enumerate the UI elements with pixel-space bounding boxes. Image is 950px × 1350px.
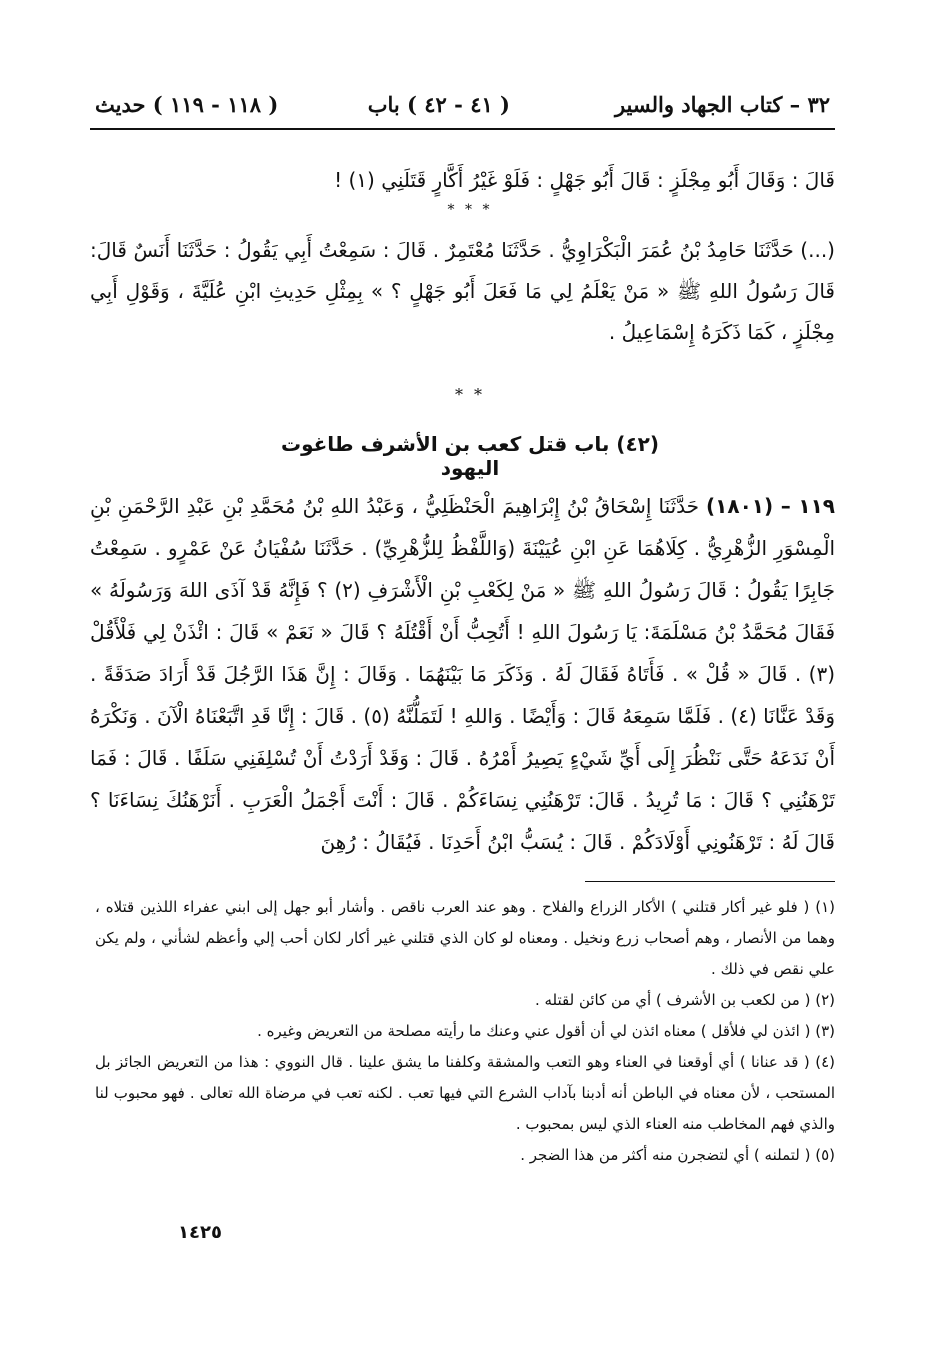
footnote-4: (٤) ( قد عنانا ) أي أوقعنا في العناء وهو التعب والمشقة وكلفنا ما يشق علينا . قال النووي : هذا من التعريض الجائز بل المستحب ، لأن معناه في الباطن أنه أدبنا بآداب الشرع التي فيها تعب . لكنه تعب في مرضاة الله تعالى . فهو محبوب لنا والذي فهم المخاطب منه العناء الذي ليس بمحبوب .	[95, 1053, 835, 1133]
paragraph-1-text: قَالَ : وَقَالَ أَبُو مِجْلَزٍ : قَالَ أَبُو جَهْلٍ : فَلَوْ غَيْرُ أَكَّارٍ قَتَلَنِي (١) !	[334, 168, 835, 192]
hadith-number: ١١٩ – (١٨٠١)	[706, 494, 835, 518]
hadith-body: حَدَّثَنَا إِسْحَاقُ بْنُ إِبْرَاهِيمَ الْحَنْظَلِيُّ ، وَعَبْدُ اللهِ بْنُ مُحَمَّدِ بْنِ عَبْدِ الرَّحْمَنِ بْنِ الْمِسْوَرِ الزُّهْرِيُّ . كِلَاهُمَا عَنِ ابْنِ عُيَيْنَةَ (وَاللَّفْظُ لِلزُّهْرِيِّ) . حَدَّثَنَا سُفْيَانُ عَنْ عَمْرٍو . سَمِعْتُ جَابِرًا يَقُولُ : قَالَ رَسُولُ اللهِ ﷺ « مَنْ لِكَعْبِ بْنِ الْأَشْرَفِ (٢) ؟ فَإِنَّهُ قَدْ آذَى اللهَ وَرَسُولَهُ » فَقَالَ مُحَمَّدُ بْنُ مَسْلَمَةَ: يَا رَسُولَ اللهِ ! أَتُحِبُّ أَنْ أَقْتُلَهُ ؟ قَالَ « نَعَمْ » قَالَ : ائْذَنْ لِي فَلْأَقُلْ (٣) . قَالَ « قُلْ » . فَأَتَاهُ فَقَالَ لَهُ . وَذَكَرَ مَا بَيْنَهُمَا . وَقَالَ : إِنَّ هَذَا الرَّجُلَ قَدْ أَرَادَ صَدَقَةً . وَقَدْ عَنَّانَا (٤) . فَلَمَّا سَمِعَهُ قَالَ : وَأَيْضًا . وَاللهِ ! لَتَمَلُّنَّهُ (٥) . قَالَ : إِنَّا قَدِ اتَّبَعْنَاهُ الْآنَ . وَنَكْرَهُ أَنْ نَدَعَهُ حَتَّى نَنْظُرَ إِلَى أَيِّ شَيْءٍ يَصِيرُ أَمْرُهُ . قَالَ : وَقَدْ أَرَدْتُ أَنْ تُسْلِفَنِي سَلَفًا . قَالَ : فَمَا تَرْهَنُنِي ؟ قَالَ : مَا تُرِيدُ . قَالَ: تَرْهَنُنِي نِسَاءَكُمْ . قَالَ : أَنْتَ أَجْمَلُ الْعَرَبِ . أَنَرْهَنُكَ نِسَاءَنَا ؟ قَالَ لَهُ : تَرْهَنُونِي أَوْلَادَكُمْ . قَالَ : يُسَبُّ ابْنُ أَحَدِنَا . فَيُقَالُ : رُهِنَ	[90, 494, 835, 854]
section-separator-stars: * * *	[447, 202, 493, 218]
footnote-3: (٣) ( ائذن لي فلأقل ) معناه ائذن لي أن أقول عني وعنك ما رأيته مصلحة من التعريض وغيره .	[257, 1022, 835, 1040]
chapter-range-header: ( ٤١ - ٤٢ ) باب	[367, 92, 510, 117]
footnote-1: (١) ( فلو غير أكار قتلني ) الأكار الزراع والفلاح . وهو عند العرب ناقص . وأشار أبو جهل إلى ابني عفراء اللذين قتلاه ، وهما من الأنصار ، وهم أصحاب زرع ونخيل . ومعناه لو كان الذي قتلني غير أكار لكان أحب إلي وأعظم لشأني ، ولم يكن علي نقص في ذلك .	[95, 898, 835, 978]
footnote-divider	[585, 881, 835, 882]
book-title-header: ٣٢ – كتاب الجهاد والسير	[614, 92, 830, 117]
header-divider	[90, 128, 835, 130]
footnote-2: (٢) ( من لكعب بن الأشرف ) أي من كائن لقتله .	[534, 991, 835, 1009]
page-number: ١٤٢٥	[178, 1222, 222, 1243]
footnotes	[95, 892, 835, 1171]
paragraph-2	[90, 230, 835, 353]
hadith-range-header: ( ١١٨ - ١١٩ ) حديث	[95, 92, 279, 117]
paragraph-1	[90, 160, 835, 201]
paragraph-3-text	[90, 485, 835, 863]
footnote-5: (٥) ( لتملنه ) أي لتضجرن منه أكثر من هذا الضجر .	[520, 1146, 835, 1164]
chapter-heading: (٤٢) باب قتل كعب بن الأشرف طاغوت اليهود	[280, 432, 660, 480]
paragraph-3	[90, 485, 835, 863]
page-header	[95, 92, 830, 128]
chapter-separator-stars: * *	[454, 385, 486, 404]
paragraph-2-text: (...) حَدَّثَنَا حَامِدُ بْنُ عُمَرَ الْبَكْرَاوِيُّ . حَدَّثَنَا مُعْتَمِرٌ . قَالَ : سَمِعْتُ أَبِي يَقُولُ : حَدَّثَنَا أَنَسٌ قَالَ: قَالَ رَسُولُ اللهِ ﷺ « مَنْ يَعْلَمُ لِي مَا فَعَلَ أَبُو جَهْلٍ ؟ » بِمِثْلِ حَدِيثِ ابْنِ عُلَيَّةَ ، وَقَوْلِ أَبِي مِجْلَزٍ ، كَمَا ذَكَرَهُ إِسْمَاعِيلُ .	[90, 238, 835, 344]
